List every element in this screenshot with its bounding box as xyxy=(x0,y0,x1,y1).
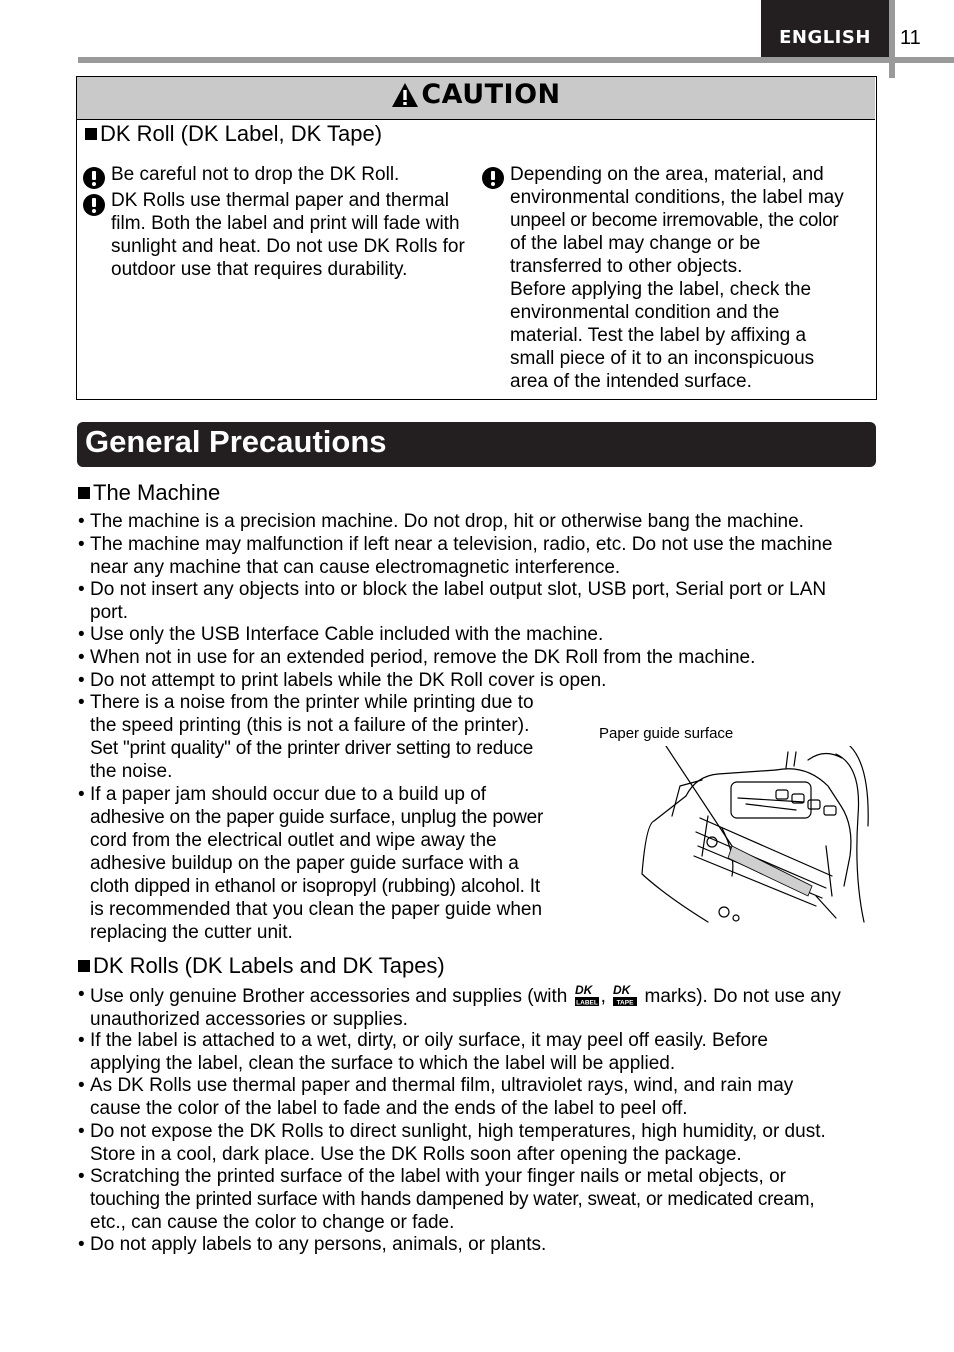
section-title: General Precautions xyxy=(85,424,387,459)
language-label: ENGLISH xyxy=(779,27,871,48)
exclamation-icon xyxy=(83,167,105,189)
svg-text:TAPE: TAPE xyxy=(616,999,634,1007)
list-item: • Use only genuine Brother accessories and supplies (with DK LABEL , DK TAPE marks). Do not use any unauthorized accessories or supplies. xyxy=(78,983,841,1030)
caution-title: CAUTION xyxy=(77,79,875,110)
list-item: • If a paper jam should occur due to a build up of adhesive on the paper guide surface, unplug the power cord from the electrical outlet and wipe away the adhesive buildup on the paper guide surface with a cloth dipped in ethanol or isopropyl (rubbing) alcohol. It is recommended that you clean the paper guide when replacing the cutter unit. xyxy=(78,784,544,943)
list-item: • When not in use for an extended period, remove the DK Roll from the machine. xyxy=(78,647,756,668)
list-item: • Do not expose the DK Rolls to direct sunlight, high temperatures, high humidity, or dust. Store in a cool, dark place. Use the DK Rolls soon after opening the package. xyxy=(78,1121,826,1165)
warning-triangle-icon xyxy=(391,82,419,108)
svg-text:DK: DK xyxy=(613,983,631,997)
svg-text:LABEL: LABEL xyxy=(575,999,598,1007)
printer-illustration xyxy=(636,746,872,924)
machine-heading: The Machine xyxy=(78,480,220,506)
header-rule xyxy=(78,57,954,63)
list-item: • There is a noise from the printer while printing due to the speed printing (this is not a failure of the printer). Set "print quality" of the printer driver setting to reduce the noise. xyxy=(78,692,534,782)
caution-item: Depending on the area, material, and environmental conditions, the label may unpeel or become irremovable, the color of the label may change or be transferred to other objects. Before applying the label, check the environmental condition and the material. Test the label by affixing a small piece of it to an inconspicuous area of the intended surface. xyxy=(510,164,844,392)
header-tab-bar xyxy=(889,0,895,78)
square-bullet-icon xyxy=(78,960,90,972)
square-bullet-icon xyxy=(85,128,97,140)
list-item: • As DK Rolls use thermal paper and thermal film, ultraviolet rays, wind, and rain may cause the color of the label to fade and the ends of the label to peel off. xyxy=(78,1075,794,1119)
svg-text:DK: DK xyxy=(574,983,592,997)
dk-heading: DK Rolls (DK Labels and DK Tapes) xyxy=(78,953,445,979)
square-bullet-icon xyxy=(78,487,90,499)
dk-tape-mark-icon xyxy=(612,983,638,1007)
list-item: • The machine may malfunction if left near a television, radio, etc. Do not use the machine near any machine that can cause electromagnetic interference. xyxy=(78,534,833,578)
list-item: • Use only the USB Interface Cable included with the machine. xyxy=(78,624,604,645)
list-item: • Do not attempt to print labels while the DK Roll cover is open. xyxy=(78,670,607,691)
caution-subheading: DK Roll (DK Label, DK Tape) xyxy=(85,121,382,147)
list-item: • Do not apply labels to any persons, animals, or plants. xyxy=(78,1234,547,1255)
dk-label-mark-icon xyxy=(574,983,600,1007)
list-item: • Scratching the printed surface of the label with your finger nails or metal objects, or touching the printed surface with hands dampened by water, sweat, or medicated cream, etc., can cause the color to change or fade. xyxy=(78,1166,815,1233)
figure-caption: Paper guide surface xyxy=(599,725,734,742)
exclamation-icon xyxy=(482,167,504,189)
page-number: 11 xyxy=(900,27,921,49)
list-item: • Do not insert any objects into or block the label output slot, USB port, Serial port or LAN port. xyxy=(78,579,827,623)
caution-item: Be careful not to drop the DK Roll. xyxy=(111,164,400,185)
list-item: • The machine is a precision machine. Do not drop, hit or otherwise bang the machine. xyxy=(78,511,804,532)
caution-item: DK Rolls use thermal paper and thermal film. Both the label and print will fade with sunlight and heat. Do not use DK Rolls for outdoor use that requires durability. xyxy=(111,190,465,280)
exclamation-icon xyxy=(83,194,105,216)
list-item: • If the label is attached to a wet, dirty, or oily surface, it may peel off easily. Before applying the label, clean the surface to which the label will be applied. xyxy=(78,1030,768,1074)
